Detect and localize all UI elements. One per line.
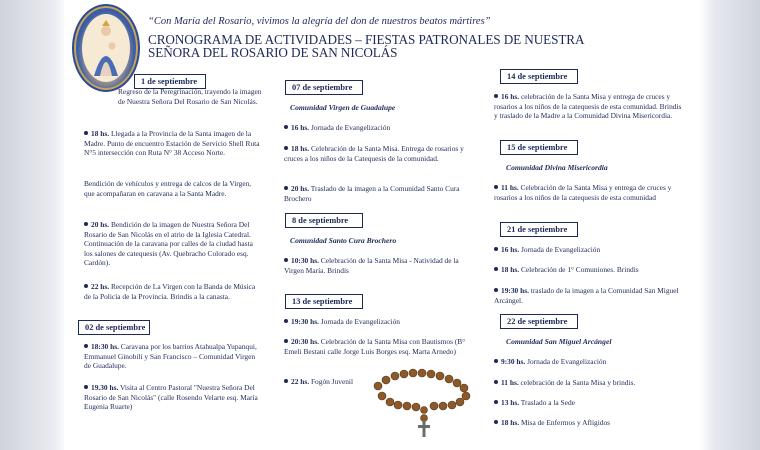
event-item bbox=[494, 265, 684, 275]
community-name: Comunidad San Miguel Arcángel bbox=[506, 337, 612, 346]
event-item bbox=[494, 378, 684, 388]
event-text: Celebración de 1° Comuniones. Brindis bbox=[520, 265, 639, 274]
event-item bbox=[284, 377, 364, 387]
event-text: Jornada de Evangelización bbox=[320, 317, 401, 326]
event-item bbox=[494, 92, 684, 121]
bullet-icon bbox=[494, 267, 498, 271]
bullet-icon bbox=[84, 284, 88, 288]
bullet-icon bbox=[494, 420, 498, 424]
event-text: Jornada de Evangelización bbox=[527, 357, 607, 366]
event-time: 20 hs. bbox=[91, 220, 110, 229]
event-item bbox=[284, 184, 470, 203]
bullet-icon bbox=[494, 185, 498, 189]
bullet-icon bbox=[284, 339, 288, 343]
event-time: 22 hs. bbox=[91, 282, 110, 291]
bullet-icon bbox=[84, 222, 88, 226]
date-header: 8 de septiembre bbox=[285, 213, 363, 228]
bullet-icon bbox=[284, 186, 288, 190]
event-time: 20 hs. bbox=[291, 184, 310, 193]
event-item bbox=[84, 282, 262, 301]
event-time: 13 hs. bbox=[501, 398, 520, 407]
event-time: 22 hs. bbox=[291, 377, 310, 386]
date-header: 07 de septiembre bbox=[285, 80, 363, 95]
bullet-icon bbox=[494, 288, 498, 292]
bullet-icon bbox=[284, 379, 288, 383]
event-item bbox=[84, 129, 262, 158]
event-text: Celebración de la Santa Misa y entrega de cruces y rosarios a los niños de la catequesis de esta comunidad bbox=[494, 183, 672, 202]
event-item bbox=[494, 357, 684, 367]
date-header: 15 de septiembre bbox=[500, 140, 578, 155]
bullet-icon bbox=[284, 125, 288, 129]
event-text: Traslado a la Sede bbox=[520, 398, 575, 407]
event-text: Celebración de la Santa Misa con Bautismos (B° Emeli Bestani calle Jorge Luis Borges esq. Marta Arnedo) bbox=[284, 337, 466, 356]
event-time: 18 hs. bbox=[91, 129, 110, 138]
event-time: 11 hs. bbox=[501, 183, 519, 192]
bullet-icon bbox=[284, 146, 288, 150]
date-header: 1 de septiembre bbox=[134, 74, 206, 89]
event-item bbox=[284, 337, 470, 356]
event-time: 9:30 hs. bbox=[501, 357, 526, 366]
motto-text: “Con María del Rosario, vivimos la alegría del don de nuestros beatos mártires” bbox=[148, 16, 491, 27]
bullet-icon bbox=[84, 344, 88, 348]
event-text: Recepción de La Virgen con la Banda de Música de la Policía de la Provincia. Brindis a la canasta. bbox=[84, 282, 256, 301]
event-text: Bendición de vehículos y entrega de calcos de la Virgen, que acompañaran en caravana a la Santa Madre. bbox=[84, 179, 252, 198]
bullet-icon bbox=[284, 258, 288, 262]
virgin-medal-image bbox=[72, 4, 140, 92]
event-text: Llegada a la Provincia de la Santa imagen de la Madre. Punto de encuentro Estación de Servicio Shell Ruta N°5 intersección con Ruta N° 38 Acceso Norte. bbox=[84, 129, 260, 158]
event-item bbox=[494, 245, 684, 255]
event-time: 16 hs. bbox=[501, 245, 520, 254]
event-text: Caravana por los barrios Atahualpa Yupanqui, Emmanuel Ginobili y San Francisco – Comunidad Virgen de Guadalupe. bbox=[84, 342, 257, 371]
page-title: CRONOGRAMA DE ACTIVIDADES – FIESTAS PATRONALES DE NUESTRA SEÑORA DEL ROSARIO DE SAN NICOLÁS bbox=[148, 32, 584, 60]
event-time: 18 hs. bbox=[501, 418, 520, 427]
event-item bbox=[84, 220, 262, 268]
event-item bbox=[494, 418, 684, 428]
date-header: 13 de septiembre bbox=[285, 294, 363, 309]
event-item bbox=[84, 342, 262, 371]
event-item bbox=[494, 398, 684, 408]
event-item bbox=[284, 256, 470, 275]
event-text: Fogón Juvenil bbox=[310, 377, 354, 386]
event-text: Regreso de la Peregrinación, trayendo la imagen de Nuestra Señora Del Rosario de San Nicolás. bbox=[118, 87, 262, 106]
event-time: 10:30 hs. bbox=[291, 256, 319, 265]
event-text: celebración de la Santa Misa y entrega de cruces y rosarios a los niños de la catequesis de esta comunidad. Brindis y traslado de la Madre a la Comunidad Divina Misericordia. bbox=[494, 92, 682, 121]
bullet-icon bbox=[494, 359, 498, 363]
event-item bbox=[494, 286, 684, 305]
date-header: 21 de septiembre bbox=[500, 222, 578, 237]
event-item bbox=[284, 144, 470, 163]
event-time: 19:30 hs. bbox=[291, 317, 319, 326]
date-header: 22 de septiembre bbox=[500, 314, 578, 329]
community-name: Comunidad Santo Cura Brochero bbox=[290, 236, 397, 245]
bullet-icon bbox=[494, 380, 498, 384]
event-time: 20:30 hs. bbox=[291, 337, 319, 346]
event-text: Celebración de la Santa Misa - Natividad de la Virgen María. Brindis bbox=[284, 256, 459, 275]
event-item bbox=[84, 383, 262, 412]
event-item bbox=[494, 183, 684, 202]
event-text: traslado de la imagen a la Comunidad San Miguel Arcángel. bbox=[494, 286, 679, 305]
date-header: 02 de septiembre bbox=[78, 320, 150, 335]
event-text: Celebración de la Santa Misa. Entrega de rosarios y cruces a los niños de la Catequesis de la comunidad. bbox=[284, 144, 464, 163]
event-text: Traslado de la imagen a la Comunidad Santo Cura Brochero bbox=[284, 184, 460, 203]
bullet-icon bbox=[84, 385, 88, 389]
bullet-icon bbox=[494, 400, 498, 404]
event-item bbox=[284, 317, 470, 327]
event-time: 18 hs. bbox=[291, 144, 310, 153]
event-time: 16 hs. bbox=[291, 123, 310, 132]
bullet-icon bbox=[284, 319, 288, 323]
event-item bbox=[284, 123, 470, 133]
bullet-icon bbox=[84, 131, 88, 135]
community-name: Comunidad Divina Misericordia bbox=[506, 163, 608, 172]
event-text: Bendición de la imagen de Nuestra Señora Del Rosario de San Nicolás en el atrio de la Iglesia Catedral. Continuación de la caravana por calles de la ciudad hasta los salones de catequesis (Av. Quebracho Colorado esq. Cardón). bbox=[84, 220, 253, 268]
date-header: 14 de septiembre bbox=[500, 69, 578, 84]
event-time: 18 hs. bbox=[501, 265, 520, 274]
rosary-image bbox=[366, 366, 476, 438]
event-text: Jornada de Evangelización bbox=[310, 123, 391, 132]
event-text: Visita al Centro Pastoral "Nuestra Señora Del Rosario de San Nicolás" (calle Rosendo Velarte esq. María Eugenia Ruarte) bbox=[84, 383, 258, 412]
bullet-icon bbox=[494, 247, 498, 251]
event-text: Jornada de Evangelización bbox=[520, 245, 601, 254]
event-text: celebración de la Santa Misa y brindis. bbox=[520, 378, 636, 387]
community-name: Comunidad Virgen de Guadalupe bbox=[290, 103, 396, 112]
event-time: 16 hs. bbox=[501, 92, 520, 101]
event-time: 19:30 hs. bbox=[501, 286, 529, 295]
event-time: 11 hs. bbox=[501, 378, 519, 387]
event-time: 19.30 hs. bbox=[91, 383, 119, 392]
bullet-icon bbox=[494, 94, 498, 98]
event-time: 18:30 hs. bbox=[91, 342, 119, 351]
event-text: Misa de Enfermos y Afligidos bbox=[520, 418, 611, 427]
